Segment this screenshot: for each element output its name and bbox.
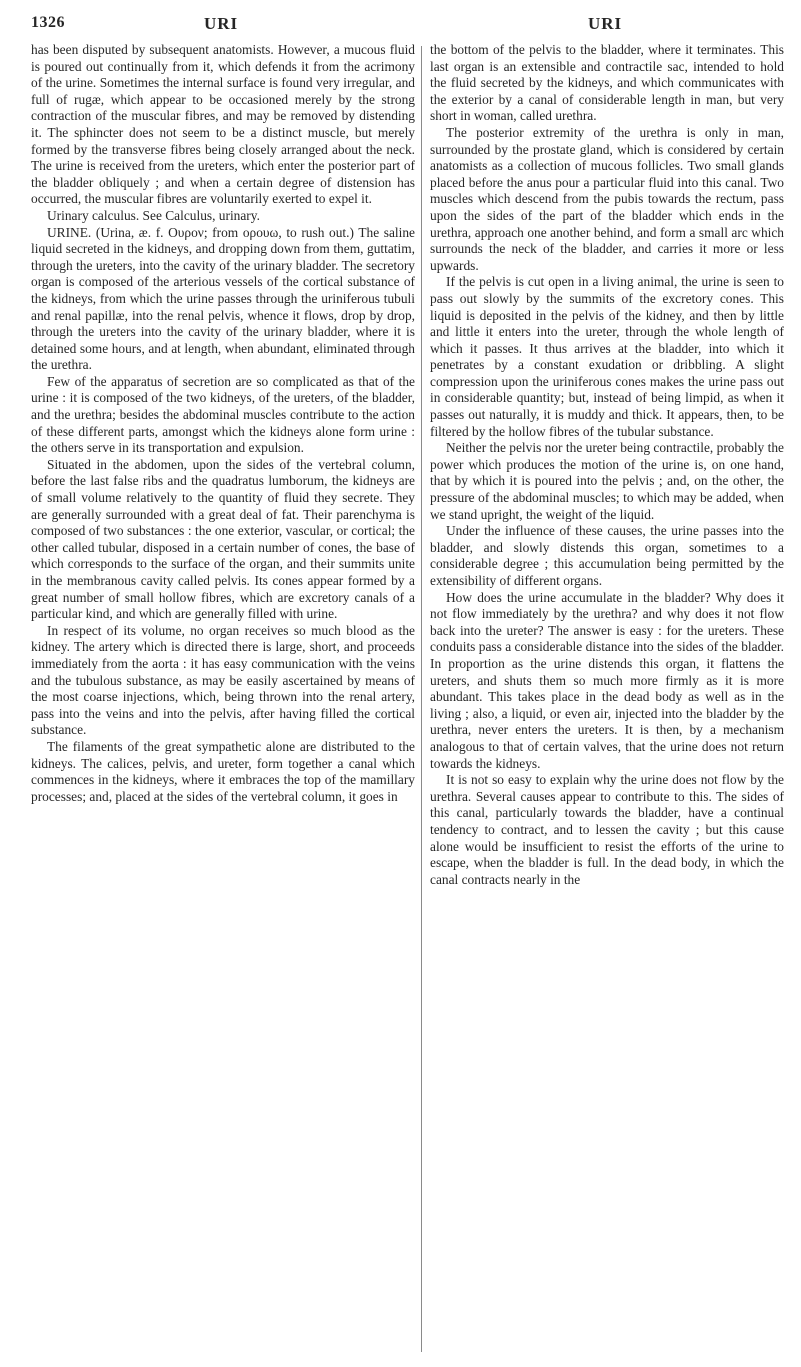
paragraph: Few of the apparatus of secretion are so complicated as that of the urine : it is composed of the two kidneys, of the ureters, of the bladder, and the urethra; besides the abdominal muscles contribute to the action of these different parts, amongst which the kidneys alone form urine : the others serve in its transportation and expulsion. [31,373,415,456]
paragraph: The filaments of the great sympathetic alone are distributed to the kidneys. The calices, pelvis, and ureter, form together a canal which commences in the kidneys, where it embraces the top of the mamillary processes; and, placed at the sides of the vertebral column, it goes in [31,738,415,804]
running-head-right: URI [588,14,623,33]
paragraph: It is not so easy to explain why the urine does not flow by the urethra. Several causes appear to contribute to this. The sides of this canal, particularly towards the bladder, have a continual tendency to contract, and to lessen the cavity ; but this cause alone would be insufficient to resist the efforts of the urine to escape, when the bladder is full. In the dead body, in which the canal contracts nearly in the [430,772,784,887]
paragraph: The posterior extremity of the urethra is only in man, surrounded by the prostate gland, which is considered by certain anatomists as a collection of mucous follicles. Two small glands placed before the anus pour a particular fluid into this canal. Two muscles which descend from the pubis towards the rectum, pass upon the sides of the part of the bladder which ends in the urethra, approach one another behind, and form a small arc which surrounds the neck of the bladder, and carries it more or less upwards. [430,124,784,273]
left-column [31,42,415,805]
column-divider [421,46,422,1352]
running-head-left: URI [204,14,239,33]
paragraph: Neither the pelvis nor the ureter being contractile, probably the power which produces the motion of the urine is, on one hand, that by which it is poured into the pelvis ; and, on the other, the pressure of the abdominal muscles; to which may be added, when we stand upright, the weight of the liquid. [430,440,784,522]
entry-urine: URINE. (Urina, æ. f. Ουρον; from ορουω, to rush out.) The saline liquid secreted in the kidneys, and dropping down from them, guttatim, through the ureters, into the cavity of the urinary bladder. The secretory organ is composed of the arterious vessels of the cortical substance of the kidneys, from which the urine passes through the uriniferous tubuli and renal papillæ, into the renal pelvis, whence it flows, drop by drop, through the ureters into the cavity of the urinary bladder, where it is detained some hours, and at length, when abundant, eliminated through the urethra. [31,224,415,373]
paragraph: the bottom of the pelvis to the bladder, where it terminates. This last organ is an extensible and contractile sac, intended to hold the fluid secreted by the kidneys, and which communicates with the exterior by a canal of considerable length in man, but very short in woman, called urethra. [430,42,784,124]
right-column [430,42,784,888]
cross-reference: Urinary calculus. See Calculus, urinary. [47,207,260,223]
paragraph: How does the urine accumulate in the bladder? Why does it not flow immediately by the urethra? and why does it not flow back into the ureter? The answer is easy : for the ureters. These conduits pass a considerable distance into the sides of the bladder. In proportion as the urine distends this organ, it flattens the ureters, and shuts them so much more firmly as it is more abundant. This takes place in the dead body as well as in the living ; also, a liquid, or even air, injected into the bladder by the urethra, never enters the ureters. It is then, by a mechanism analogous to that of certain valves, that the urine does not return towards the kidneys. [430,589,784,771]
paragraph: In respect of its volume, no organ receives so much blood as the kidney. The artery which is directed there is large, short, and proceeds immediately from the aorta : it has easy communication with the veins and the tubulous substance, as may be easily ascertained by means of the most coarse injections, which, being thrown into the renal artery, pass into the veins and into the pelvis, after having filled the cortical substance. [31,622,415,738]
page-header [0,6,801,36]
paragraph: Situated in the abdomen, upon the sides of the vertebral column, before the last false ribs and the quadratus lumborum, the kidneys are of small volume relatively to the quantity of fluid they secrete. They are generally surrounded with a great deal of fat. Their parenchyma is composed of two substances : the one exterior, vascular, or cortical; the other called tubular, disposed in a certain number of cones, the base of which corresponds to the surface of the organ, and their summits unite in the membranous cavity called pelvis. Its cones appear formed by a great number of small hollow fibres, which are excretory canals of a particular kind, and which are generally filled with urine. [31,456,415,622]
paragraph: Under the influence of these causes, the urine passes into the bladder, and slowly distends this organ, sometimes to a considerable degree ; this accumulation being permitted by the extensibility of different organs. [430,523,784,588]
page-number: 1326 [31,14,65,31]
paragraph: If the pelvis is cut open in a living animal, the urine is seen to pass out slowly by the summits of the excretory cones. This liquid is deposited in the pelvis of the kidney, and then by little and little it enters into the ureter, through the whole length of which it passes. It thus arrives at the bladder, into which it penetrates by a constant exudation or dribbling. A slight compression upon the uriniferous cones makes the urine pass out in considerable quantity; but, instead of being limpid, as when it passes out naturally, it is muddy and thick. It appears, then, to be filtered by the hollow fibres of the tubular substance. [430,274,784,439]
paragraph: has been disputed by subsequent anatomists. However, a mucous fluid is poured out continually from it, which defends it from the acrimony of the urine. Sometimes the internal surface is found very irregular, and full of rugæ, which appear to be occasioned merely by the strong contraction of the muscular fibres, and may be removed by distending it. The sphincter does not seem to be a distinct muscle, but merely formed by the transverse fibres being closely arranged about the neck. The urine is received from the ureters, which enter the posterior part of the bladder obliquely ; and when a certain degree of distension has occurred, the muscular fibres are voluntarily exerted to expel it. [31,42,415,207]
